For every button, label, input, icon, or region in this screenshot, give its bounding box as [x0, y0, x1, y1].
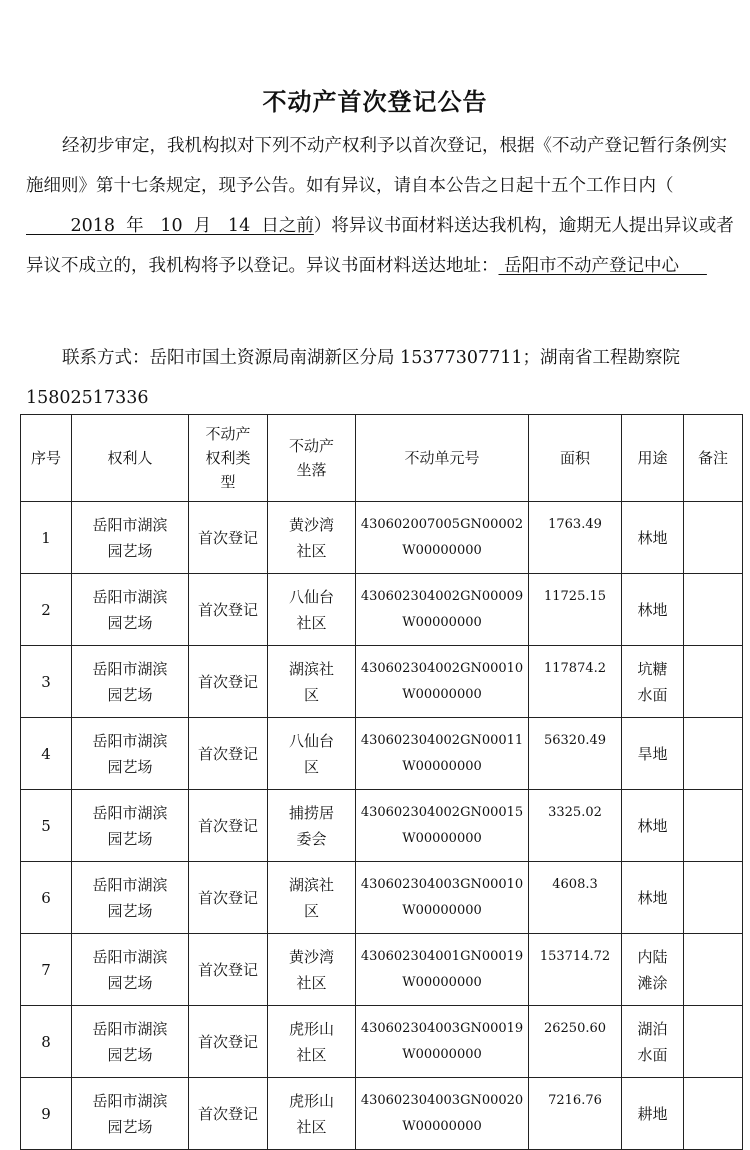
header-usage: 用途: [622, 415, 684, 502]
table-row: [21, 1006, 743, 1078]
cell-usage: 林地: [622, 574, 684, 646]
cell-location: 黄沙湾社区: [268, 502, 356, 574]
table-header-row: [21, 415, 743, 502]
notice-text-continued: ）将异议书面材料送达我机构，逾期无人提出异议或者异议不成立的，我机构将予以登记。异议书面材料送达地址：: [26, 216, 734, 276]
cell-seq: 6: [21, 862, 72, 934]
cell-right-type: 首次登记: [189, 574, 268, 646]
cell-location: 黄沙湾社区: [268, 934, 356, 1006]
cell-holder: 岳阳市湖滨园艺场: [72, 934, 189, 1006]
cell-holder: 岳阳市湖滨园艺场: [72, 718, 189, 790]
cell-area: 26250.60: [529, 1006, 622, 1078]
cell-remark: [684, 646, 743, 718]
cell-area: 4608.3: [529, 862, 622, 934]
cell-area: 1763.49: [529, 502, 622, 574]
cell-area: 117874.2: [529, 646, 622, 718]
cell-usage: 旱地: [622, 718, 684, 790]
cell-remark: [684, 862, 743, 934]
cell-unit-number: 430602304002GN00009 W00000000: [356, 574, 529, 646]
cell-location: 八仙台社区: [268, 574, 356, 646]
cell-seq: 9: [21, 1078, 72, 1150]
cell-usage: 内陆滩涂: [622, 934, 684, 1006]
cell-remark: [684, 502, 743, 574]
table-row: [21, 934, 743, 1006]
header-holder: 权利人: [72, 415, 189, 502]
cell-seq: 1: [21, 502, 72, 574]
cell-remark: [684, 934, 743, 1006]
cell-unit-number: 430602304002GN00010 W00000000: [356, 646, 529, 718]
cell-right-type: 首次登记: [189, 790, 268, 862]
cell-unit-number: 430602304003GN00010 W00000000: [356, 862, 529, 934]
page-title: 不动产首次登记公告: [262, 87, 488, 116]
cell-seq: 8: [21, 1006, 72, 1078]
cell-usage: 耕地: [622, 1078, 684, 1150]
cell-holder: 岳阳市湖滨园艺场: [72, 646, 189, 718]
cell-seq: 3: [21, 646, 72, 718]
cell-usage: 湖泊水面: [622, 1006, 684, 1078]
notice-text: 经初步审定，我机构拟对下列不动产权利予以首次登记，根据《不动产登记暂行条例实施细则》第十七条规定，现予公告。如有异议，请自本公告之日起十五个工作日内（: [26, 136, 727, 196]
contact-info: 联系方式：岳阳市国土资源局南湖新区分局 15377307711；湖南省工程勘察院 15802517336: [26, 348, 681, 408]
cell-location: 虎形山社区: [268, 1078, 356, 1150]
header-remark: 备注: [684, 415, 743, 502]
cell-unit-number: 430602304003GN00019 W00000000: [356, 1006, 529, 1078]
cell-location: 捕捞居委会: [268, 790, 356, 862]
header-seq: 序号: [21, 415, 72, 502]
objection-deadline: 2018 年 10 月 14 日之前: [26, 216, 314, 236]
cell-usage: 林地: [622, 502, 684, 574]
cell-holder: 岳阳市湖滨园艺场: [72, 790, 189, 862]
header-unit-number: 不动单元号: [356, 415, 529, 502]
cell-right-type: 首次登记: [189, 934, 268, 1006]
cell-seq: 4: [21, 718, 72, 790]
cell-unit-number: 430602007005GN00002 W00000000: [356, 502, 529, 574]
table-row: [21, 718, 743, 790]
cell-remark: [684, 574, 743, 646]
cell-remark: [684, 1006, 743, 1078]
cell-holder: 岳阳市湖滨园艺场: [72, 502, 189, 574]
cell-area: 153714.72: [529, 934, 622, 1006]
notice-paragraph: [26, 126, 738, 286]
cell-location: 湖滨社区: [268, 862, 356, 934]
cell-seq: 2: [21, 574, 72, 646]
cell-unit-number: 430602304002GN00015 W00000000: [356, 790, 529, 862]
cell-location: 湖滨社区: [268, 646, 356, 718]
cell-remark: [684, 1078, 743, 1150]
cell-location: 虎形山社区: [268, 1006, 356, 1078]
cell-unit-number: 430602304001GN00019 W00000000: [356, 934, 529, 1006]
table-row: [21, 790, 743, 862]
cell-remark: [684, 718, 743, 790]
registration-table: [20, 414, 743, 1150]
cell-holder: 岳阳市湖滨园艺场: [72, 574, 189, 646]
table-row: [21, 646, 743, 718]
cell-unit-number: 430602304003GN00020 W00000000: [356, 1078, 529, 1150]
cell-area: 7216.76: [529, 1078, 622, 1150]
cell-holder: 岳阳市湖滨园艺场: [72, 862, 189, 934]
cell-right-type: 首次登记: [189, 1078, 268, 1150]
cell-right-type: 首次登记: [189, 1006, 268, 1078]
cell-holder: 岳阳市湖滨园艺场: [72, 1006, 189, 1078]
cell-right-type: 首次登记: [189, 718, 268, 790]
objection-address: 岳阳市不动产登记中心: [498, 256, 707, 276]
table-row: [21, 574, 743, 646]
cell-area: 56320.49: [529, 718, 622, 790]
cell-area: 11725.15: [529, 574, 622, 646]
cell-unit-number: 430602304002GN00011 W00000000: [356, 718, 529, 790]
cell-location: 八仙台区: [268, 718, 356, 790]
table-row: [21, 862, 743, 934]
cell-right-type: 首次登记: [189, 862, 268, 934]
cell-right-type: 首次登记: [189, 502, 268, 574]
cell-usage: 坑糖水面: [622, 646, 684, 718]
cell-holder: 岳阳市湖滨园艺场: [72, 1078, 189, 1150]
header-right-type: 不动产权利类型: [189, 415, 268, 502]
table-row: [21, 502, 743, 574]
cell-seq: 5: [21, 790, 72, 862]
cell-area: 3325.02: [529, 790, 622, 862]
cell-seq: 7: [21, 934, 72, 1006]
header-area: 面积: [529, 415, 622, 502]
cell-right-type: 首次登记: [189, 646, 268, 718]
cell-remark: [684, 790, 743, 862]
header-location: 不动产坐落: [268, 415, 356, 502]
cell-usage: 林地: [622, 862, 684, 934]
cell-usage: 林地: [622, 790, 684, 862]
table-row: [21, 1078, 743, 1150]
